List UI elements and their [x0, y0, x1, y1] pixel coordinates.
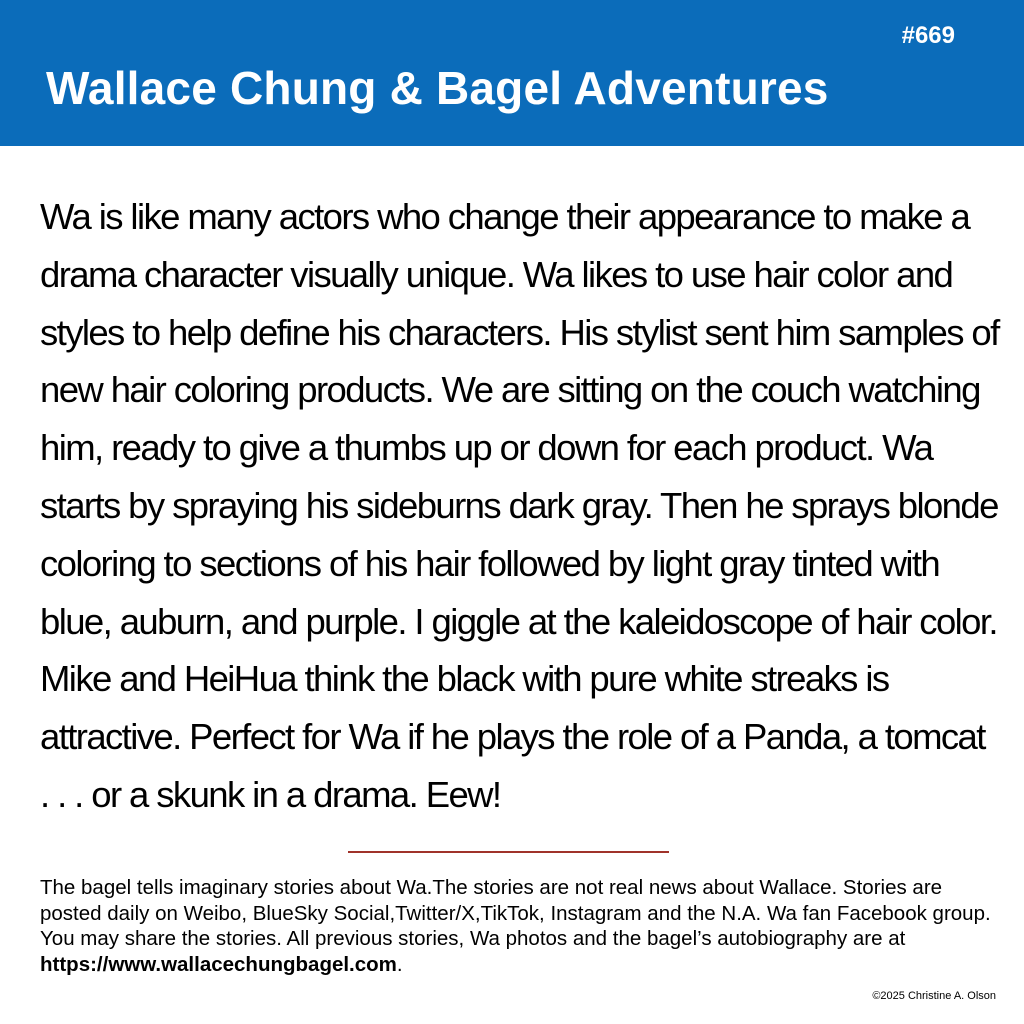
header-banner	[0, 0, 1024, 146]
copyright-notice: ©2025 Christine A. Olson	[872, 990, 996, 1002]
disclaimer	[40, 875, 1000, 977]
story-text: Wa is like many actors who change their appearance to make a drama character visually unique. Wa likes to use hair color and styles to help define his characters. His stylist sent him samples of new hair coloring products. We are sitting on the couch watching him, ready to give a thumbs up or down for each product. Wa starts by spraying his sideburns dark gray. Then he sprays blonde coloring to sections of his hair followed by light gray tinted with blue, auburn, and purple. I giggle at the kaleidoscope of hair color. Mike and HeiHua think the black with pure white streaks is attractive. Perfect for Wa if he plays the role of a Panda, a tomcat . . . or a skunk in a drama. Eew!	[40, 196, 999, 815]
page-title: Wallace Chung & Bagel Adventures	[46, 62, 829, 114]
disclaimer-end: .	[396, 952, 403, 976]
disclaimer-text: The bagel tells imaginary stories about Wa.The stories are not real news about Wallace. Stories are posted daily on Weibo, BlueSky Social,Twitter/X,TikTok, Instagram and the N.A. Wa fan Facebook group. You may share the stories. All previous stories, Wa photos and the bagel’s autobiography are at	[40, 876, 991, 950]
website-link[interactable]: https://www.wallacechungbagel.com	[40, 952, 397, 976]
issue-number: #669	[901, 22, 955, 49]
divider	[348, 851, 669, 853]
